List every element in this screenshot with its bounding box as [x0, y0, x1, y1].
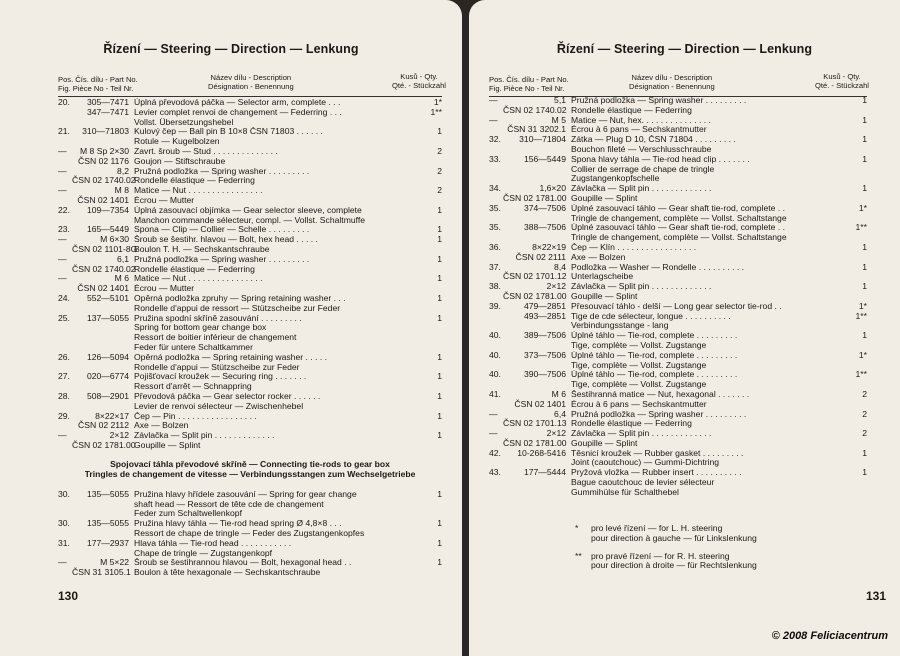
part-number: 126—5094 — [86, 351, 129, 362]
part-number: 020—6774 — [86, 371, 129, 382]
fig-number: 40. — [489, 349, 501, 360]
part-number: 305—7471 — [86, 97, 129, 107]
fig-number: 42. — [489, 447, 501, 458]
header-part-no: Pos. Čís. dílu - Part No. Fig. Pièce No - Teil Nr. — [489, 75, 569, 93]
fig-number: — — [58, 430, 67, 441]
table-row — [58, 127, 442, 137]
description: Rondelle élastique — Federring — [571, 105, 692, 115]
page-title: Řízení — Steering — Direction — Lenkung — [556, 42, 813, 56]
page-number: 131 — [865, 589, 886, 603]
quantity: 1 — [437, 557, 442, 568]
quantity: 1 — [862, 114, 867, 125]
description: Ressort de chape de tringle — Feder des Zugstangenkopfes — [134, 529, 365, 539]
footnote-symbol-blank — [575, 534, 591, 544]
part-number: 165—5449 — [86, 224, 129, 235]
fig-number: 24. — [58, 292, 70, 303]
part-number: 2×12 — [546, 428, 566, 439]
fig-number: — — [58, 253, 67, 264]
part-number: 156—5449 — [523, 153, 566, 164]
quantity: 1 — [862, 183, 867, 194]
description: Bague caoutchouc de levier sélecteur — [571, 478, 715, 488]
fig-number: 38. — [489, 281, 501, 292]
table-row — [489, 165, 867, 175]
fig-number: — — [58, 185, 67, 196]
part-number: 479—2851 — [523, 300, 566, 311]
description: Pružina hlavy hřídele zasouvání — Spring for gear change — [134, 489, 357, 499]
description: Boulon T. H. — Sechskantschraube — [134, 244, 270, 254]
description: Goupille — Splint — [571, 438, 638, 448]
part-number: M 6×30 — [100, 234, 129, 245]
fig-number: 35. — [489, 202, 501, 213]
section-heading — [58, 460, 442, 470]
description: Rondelle d'appui de ressort — Stützscheibe zur Feder — [134, 303, 341, 313]
description: Goupille — Splint — [571, 291, 638, 301]
quantity: 1 — [862, 467, 867, 478]
description: Šroub se šestihr. hlavou — Bolt, hex head . . . . . — [134, 235, 318, 245]
description: Joint (caoutchouc) — Gummi-Dichtring — [571, 458, 720, 468]
section-heading-text: Tringles de changement de vitesse — Verbindungsstangen zum Wechselgetriebe — [84, 470, 416, 480]
part-number: 310—71803 — [82, 126, 129, 137]
quantity: 1 — [437, 292, 442, 303]
part-number: ČSN 31 3105.1 — [72, 567, 131, 578]
part-number: M 6 — [551, 388, 566, 399]
description: Těsnicí kroužek — Rubber gasket . . . . . . . . . — [571, 448, 744, 458]
part-number: 8×22×19 — [532, 241, 566, 252]
table-row — [58, 568, 442, 578]
description: Goupille — Splint — [571, 193, 638, 203]
table-row — [489, 468, 867, 478]
description: Ressort de boitier inférieur de changement — [134, 333, 297, 343]
header-part-no: Pos. Čís. dílu - Part No. Fig. Pièce No - Teil Nr. — [58, 75, 138, 93]
table-row — [58, 500, 442, 510]
part-number: ČSN 02 1101-8G — [72, 243, 138, 254]
fig-number: — — [489, 408, 498, 419]
description: Gummihülse für Schalthebel — [571, 487, 679, 497]
fig-number: — — [58, 165, 67, 176]
copyright-notice: © 2008 Feliciacentrum — [771, 630, 888, 642]
description: Ressort d'arrêt — Schnappring — [134, 382, 252, 392]
fig-number: — — [58, 557, 67, 568]
part-number: ČSN 02 1401 — [514, 398, 566, 409]
fig-number: 26. — [58, 351, 70, 362]
description: Écrou à 6 pans — Sechskantmutter — [571, 125, 707, 135]
fig-number: 34. — [489, 183, 501, 194]
footnote-text: pour direction à droite — für Rechtslenkung — [591, 560, 757, 571]
part-number: 2×12 — [109, 430, 129, 441]
quantity: 1 — [437, 518, 442, 529]
description: Úplné táhlo — Tie-rod, complete . . . . . . . . . — [571, 350, 738, 360]
part-number: ČSN 02 1740.02 — [503, 104, 567, 115]
header-quantity: Kusů - Qty. Qté. - Stückzahl — [814, 72, 869, 90]
table-row — [58, 353, 442, 363]
table-row — [58, 108, 442, 118]
quantity: 1** — [855, 369, 867, 380]
description: Úplná převodová páčka — Selector arm, complete . . . — [134, 98, 341, 107]
description: Spona — Clip — Collier — Schelle . . . . . . . . . — [134, 225, 310, 235]
fig-number: 41. — [489, 388, 501, 399]
part-number: ČSN 02 1740.02 — [72, 175, 136, 186]
description: Tige, complète — Vollst. Zugstange — [571, 360, 707, 370]
quantity: 1 — [437, 371, 442, 382]
table-row — [58, 245, 442, 255]
part-number: ČSN 31 3202.1 — [507, 124, 566, 135]
part-number: ČSN 02 1401 — [77, 194, 129, 205]
table-row — [489, 380, 867, 390]
quantity: 1 — [862, 447, 867, 458]
description: Chape de tringle — Zugstangenkopf — [134, 548, 273, 558]
part-number: 10-268-5416 — [517, 447, 566, 458]
quantity: 1 — [437, 537, 442, 548]
quantity: 1 — [437, 224, 442, 235]
description: Écrou — Mutter — [134, 195, 195, 205]
part-number: ČSN 02 2111 — [515, 251, 566, 262]
fig-number: 27. — [58, 371, 70, 382]
description: Čep — Pin . . . . . . . . . . . . . . . . . — [134, 411, 257, 421]
fig-number: 25. — [58, 312, 70, 323]
table-row — [489, 419, 867, 429]
section-heading — [58, 470, 442, 480]
table-row — [58, 206, 442, 216]
description: Rondelle élastique — Federring — [571, 419, 692, 429]
quantity: 1 — [437, 430, 442, 441]
fig-number: — — [58, 273, 67, 284]
fig-number: 36. — [489, 241, 501, 252]
part-number: 177—5444 — [523, 467, 566, 478]
table-row — [489, 478, 867, 488]
part-number: 135—5055 — [86, 518, 129, 529]
part-number: 389—7506 — [523, 330, 566, 341]
part-number: ČSN 02 1176 — [78, 155, 129, 166]
description: Závlačka — Split pin . . . . . . . . . . . . . — [571, 184, 712, 194]
quantity: 2 — [862, 408, 867, 419]
quantity: 1** — [855, 310, 867, 321]
quantity: 2 — [862, 428, 867, 439]
description: Pojišťovací kroužek — Securing ring . . . . . . . — [134, 372, 307, 382]
quantity: 1 — [437, 273, 442, 284]
description: Rondelle d'appui — Stützscheibe zur Feder — [134, 362, 300, 372]
table-row — [489, 331, 867, 341]
description: Feder zum Schaltwellenkopf — [134, 509, 242, 519]
table-row — [489, 204, 867, 214]
description: Spona hlavy táhla — Tie-rod head clip . . . . . . . — [571, 154, 750, 164]
section-heading-text: Spojovací táhla převodové skříně — Connecting tie-rods to gear box — [110, 460, 390, 470]
part-number: 8,2 — [117, 165, 129, 176]
description: Levier de renvoi sélecteur — Zwischenhebel — [134, 401, 304, 411]
quantity: 2 — [862, 388, 867, 399]
description: Boulon à tête hexagonale — Sechskantschraube — [134, 568, 321, 578]
description: Goupille — Splint — [134, 440, 201, 450]
footnote — [575, 561, 757, 571]
fig-number: 21. — [58, 126, 70, 137]
table-row — [489, 155, 867, 165]
fig-number: 28. — [58, 390, 70, 401]
quantity: 1 — [437, 410, 442, 421]
description: Axe — Bolzen — [571, 252, 626, 262]
table-row — [489, 135, 867, 145]
quantity: 1 — [437, 488, 442, 499]
description: Úplné táhlo — Tie-rod, complete . . . . . . . . . — [571, 370, 738, 380]
description: Spring for bottom gear change box — [134, 323, 267, 333]
part-number: 373—7506 — [523, 349, 566, 360]
description: Axe — Bolzen — [134, 421, 189, 431]
part-number: 390—7506 — [523, 369, 566, 380]
description: Šroub se šestihrannou hlavou — Bolt, hexagonal head . . — [134, 558, 352, 568]
table-row — [58, 441, 442, 451]
table-row — [58, 323, 442, 333]
part-number: 388—7506 — [523, 222, 566, 233]
fig-number: 32. — [489, 134, 501, 145]
part-number: ČSN 02 1781.00 — [72, 439, 136, 450]
quantity: 1 — [862, 95, 867, 105]
part-number: M 8 Sp 2×30 — [80, 145, 129, 156]
table-row — [58, 333, 442, 343]
fig-number: 29. — [58, 410, 70, 421]
quantity: 1** — [430, 106, 442, 117]
description: Pryžová vložka — Rubber insert . . . . . . . . . . — [571, 468, 742, 478]
quantity: 1 — [437, 390, 442, 401]
quantity: 1 — [437, 253, 442, 264]
description: shaft head — Ressort de tête cde de changement — [134, 499, 324, 509]
part-number: 508—2901 — [86, 390, 129, 401]
fig-number: 31. — [58, 537, 70, 548]
description: Úplné zasouvací táhlo — Gear shaft tie-rod, complete . . — [571, 223, 785, 233]
quantity: 1 — [862, 281, 867, 292]
table-row — [489, 400, 867, 410]
description: Pružná podložka — Spring washer . . . . . . . . . — [134, 254, 310, 264]
description: Unterlagscheibe — [571, 272, 634, 282]
part-number: 2×12 — [546, 281, 566, 292]
page-title: Řízení — Steering — Direction — Lenkung — [103, 42, 359, 56]
fig-number: 40. — [489, 330, 501, 341]
quantity: 1** — [855, 222, 867, 233]
fig-number: — — [489, 114, 498, 125]
column-header — [489, 73, 867, 95]
part-number: ČSN 02 1781.00 — [503, 437, 567, 448]
quantity: 1 — [862, 261, 867, 272]
description: Matice — Nut, hex. . . . . . . . . . . . . . . — [571, 115, 711, 125]
part-number: M 6 — [114, 273, 129, 284]
part-number: ČSN 02 1781.00 — [503, 192, 567, 203]
description: Úplné táhlo — Tie-rod, complete . . . . . . . . . — [571, 331, 738, 341]
part-number: ČSN 02 1701.12 — [503, 271, 567, 282]
description: Pružina spodní skříně zasouvání . . . . . . . . . — [134, 313, 302, 323]
description: Zavrt. šroub — Stud . . . . . . . . . . . . . . — [134, 146, 278, 156]
description: Goujon — Stiftschraube — [134, 156, 226, 166]
description: Rondelle élastique — Federring — [134, 176, 255, 186]
part-number: 137—5055 — [86, 312, 129, 323]
part-number: 310—71804 — [519, 134, 566, 145]
parts-list — [58, 98, 442, 578]
quantity: 1 — [437, 234, 442, 245]
description: Kulový čep — Ball pin B 10×8 ČSN 71803 . . . . . . — [134, 127, 323, 137]
quantity: 1* — [858, 349, 867, 360]
description: Pružina hlavy táhla — Tie-rod head spring Ø 4,8×8 . . . — [134, 519, 342, 529]
description: Pružná podložka — Spring washer . . . . . . . . . — [571, 96, 747, 105]
description: Opěrná podložka — Spring retaining washer . . . . . — [134, 352, 327, 362]
table-row — [489, 351, 867, 361]
fig-number: 33. — [489, 153, 501, 164]
table-row — [58, 490, 442, 500]
quantity: 2 — [437, 185, 442, 196]
part-number: 177—2937 — [86, 537, 129, 548]
quantity: 1 — [862, 241, 867, 252]
fig-number: 30. — [58, 518, 70, 529]
description: Zátka — Plug D 10, ČSN 71804 . . . . . . . . . — [571, 135, 736, 145]
description: Převodová páčka — Gear selector rocker . . . . . . — [134, 391, 321, 401]
description: Matice — Nut . . . . . . . . . . . . . . . . — [134, 274, 263, 284]
description: Manchon commande sélecteur, compl. — Vollst. Schaltmuffe — [134, 215, 366, 225]
part-number: ČSN 02 1701.13 — [503, 418, 567, 429]
quantity: 1 — [437, 204, 442, 215]
description: Collier de serrage de chape de tringle — [571, 164, 715, 174]
part-number: ČSN 02 1401 — [77, 283, 129, 294]
table-row — [489, 449, 867, 459]
footnote-text: pro pravé řízení — for R. H. steering — [591, 550, 730, 561]
table-row — [58, 314, 442, 324]
quantity: 2 — [437, 165, 442, 176]
quantity: 1* — [858, 300, 867, 311]
part-number: ČSN 02 1740.02 — [72, 263, 136, 274]
quantity: 1 — [862, 330, 867, 341]
quantity: 1* — [433, 97, 442, 107]
description: Rotule — Kugelbolzen — [134, 137, 220, 147]
description: Úplná zasouvací objímka — Gear selector sleeve, complete — [134, 205, 362, 215]
footnote-symbol-blank — [575, 561, 591, 571]
description: Přesouvací táhlo - delší — Long gear selector tie-rod . . — [571, 301, 782, 311]
table-row — [58, 157, 442, 167]
table-row — [489, 106, 867, 116]
header-quantity: Kusů - Qty. Qté. - Stückzahl — [391, 72, 446, 90]
fig-number: 30. — [58, 488, 70, 499]
fig-number: 39. — [489, 300, 501, 311]
table-row — [489, 223, 867, 233]
table-row — [58, 294, 442, 304]
description: Matice — Nut . . . . . . . . . . . . . . . . — [134, 186, 263, 196]
description: Čep — Klín . . . . . . . . . . . . . . . . . — [571, 242, 697, 252]
parts-list — [489, 96, 867, 498]
description: Šestihranná matice — Nut, hexagonal . . . . . . . — [571, 389, 750, 399]
column-header — [58, 72, 446, 95]
description: Hlava táhla — Tie-rod head . . . . . . . . . . . — [134, 538, 292, 548]
description: Tige de cde sélecteur, longue . . . . . . . . . . — [571, 311, 731, 321]
table-row — [489, 272, 867, 282]
table-row — [58, 539, 442, 549]
table-row — [489, 488, 867, 498]
description: Écrou — Mutter — [134, 284, 195, 294]
table-row — [489, 312, 867, 322]
description: Pružná podložka — Spring washer . . . . . . . . . — [134, 166, 310, 176]
footnote-symbol: * — [575, 523, 579, 533]
fig-number: 23. — [58, 224, 70, 235]
description: Závlačka — Split pin . . . . . . . . . . . . . — [571, 429, 712, 439]
part-number: 1,6×20 — [539, 183, 566, 194]
description: Závlačka — Split pin . . . . . . . . . . . . . — [571, 282, 712, 292]
footnote — [575, 534, 757, 544]
description: Pružná podložka — Spring washer . . . . . . . . . — [571, 409, 747, 419]
description: Podložka — Washer — Rondelle . . . . . . . . . . — [571, 262, 745, 272]
part-number: 552—5101 — [86, 292, 129, 303]
fig-number: 40. — [489, 369, 501, 380]
quantity: 2 — [437, 145, 442, 156]
part-number: M 8 — [114, 185, 129, 196]
footnotes — [575, 524, 757, 571]
fig-number: 22. — [58, 204, 70, 215]
part-number: 135—5055 — [86, 488, 129, 499]
table-row — [489, 253, 867, 263]
quantity: 1* — [858, 202, 867, 213]
table-row — [58, 372, 442, 382]
quantity: 1 — [437, 312, 442, 323]
description: Bouchon fileté — Verschlusschraube — [571, 144, 712, 154]
description: Vollst. Übersetzungshebel — [134, 117, 234, 127]
footnote-text: pour direction à gauche — für Linkslenkung — [591, 532, 757, 543]
quantity: 1 — [862, 134, 867, 145]
part-number: M 5 — [551, 114, 566, 125]
fig-number: — — [489, 95, 498, 105]
fig-number: — — [58, 234, 67, 245]
fig-number: 20. — [58, 97, 70, 107]
description: Écrou à 6 pans — Sechskantmutter — [571, 399, 707, 409]
description: Opěrná podložka zpruhy — Spring retaining washer . . . — [134, 293, 346, 303]
part-number: 493—2851 — [523, 310, 566, 321]
description: Tige, complète — Vollst. Zugstange — [571, 380, 707, 390]
header-description: Název dílu - Description Désignation - Benennung — [208, 73, 294, 91]
part-number: 8×22×17 — [95, 410, 129, 421]
description: Závlačka — Split pin . . . . . . . . . . . . . — [134, 431, 275, 441]
part-number: 8,4 — [554, 261, 566, 272]
description: Feder für untere Schaltkammer — [134, 342, 253, 352]
description: Levier complet renvoi de changement — Federring . . . — [134, 107, 342, 117]
fig-number: 35. — [489, 222, 501, 233]
description: Tringle de changement, complète — Vollst. Schaltstange — [571, 233, 787, 243]
part-number: 347—7471 — [86, 106, 129, 117]
header-description: Název dílu - Description Désignation - Benennung — [629, 73, 715, 91]
footnote-text: pro levé řízení — for L. H. steering — [591, 523, 723, 533]
table-row — [58, 519, 442, 529]
part-number: 6,4 — [554, 408, 566, 419]
description: Úplné zasouvací táhlo — Gear shaft tie-rod, complete . . — [571, 203, 785, 213]
part-number: 109—7354 — [86, 204, 129, 215]
part-number: 6,1 — [117, 253, 129, 264]
fig-number: — — [489, 428, 498, 439]
spacer — [58, 451, 442, 461]
page-number: 130 — [58, 589, 79, 603]
part-number: ČSN 02 2112 — [78, 420, 129, 431]
quantity: 1 — [437, 126, 442, 137]
part-number: 5,1 — [554, 95, 566, 105]
part-number: M 5×22 — [100, 557, 129, 568]
table-row — [58, 392, 442, 402]
quantity: 1 — [437, 351, 442, 362]
description: Tige, complète — Vollst. Zugstange — [571, 340, 707, 350]
footnote-symbol: ** — [575, 550, 582, 561]
fig-number: 37. — [489, 261, 501, 272]
part-number: 374—7506 — [523, 202, 566, 213]
description: Zugstangenkopfschelle — [571, 174, 660, 184]
description: Verbindungsstange - lang — [571, 321, 669, 331]
description: Rondelle élastique — Federring — [134, 264, 255, 274]
part-number: ČSN 02 1781.00 — [503, 290, 567, 301]
right-page — [469, 0, 900, 656]
fig-number: 43. — [489, 467, 501, 478]
quantity: 1 — [862, 153, 867, 164]
table-row — [489, 370, 867, 380]
fig-number: — — [58, 145, 67, 156]
description: Tringle de changement, complète — Vollst. Schaltstange — [571, 213, 787, 223]
